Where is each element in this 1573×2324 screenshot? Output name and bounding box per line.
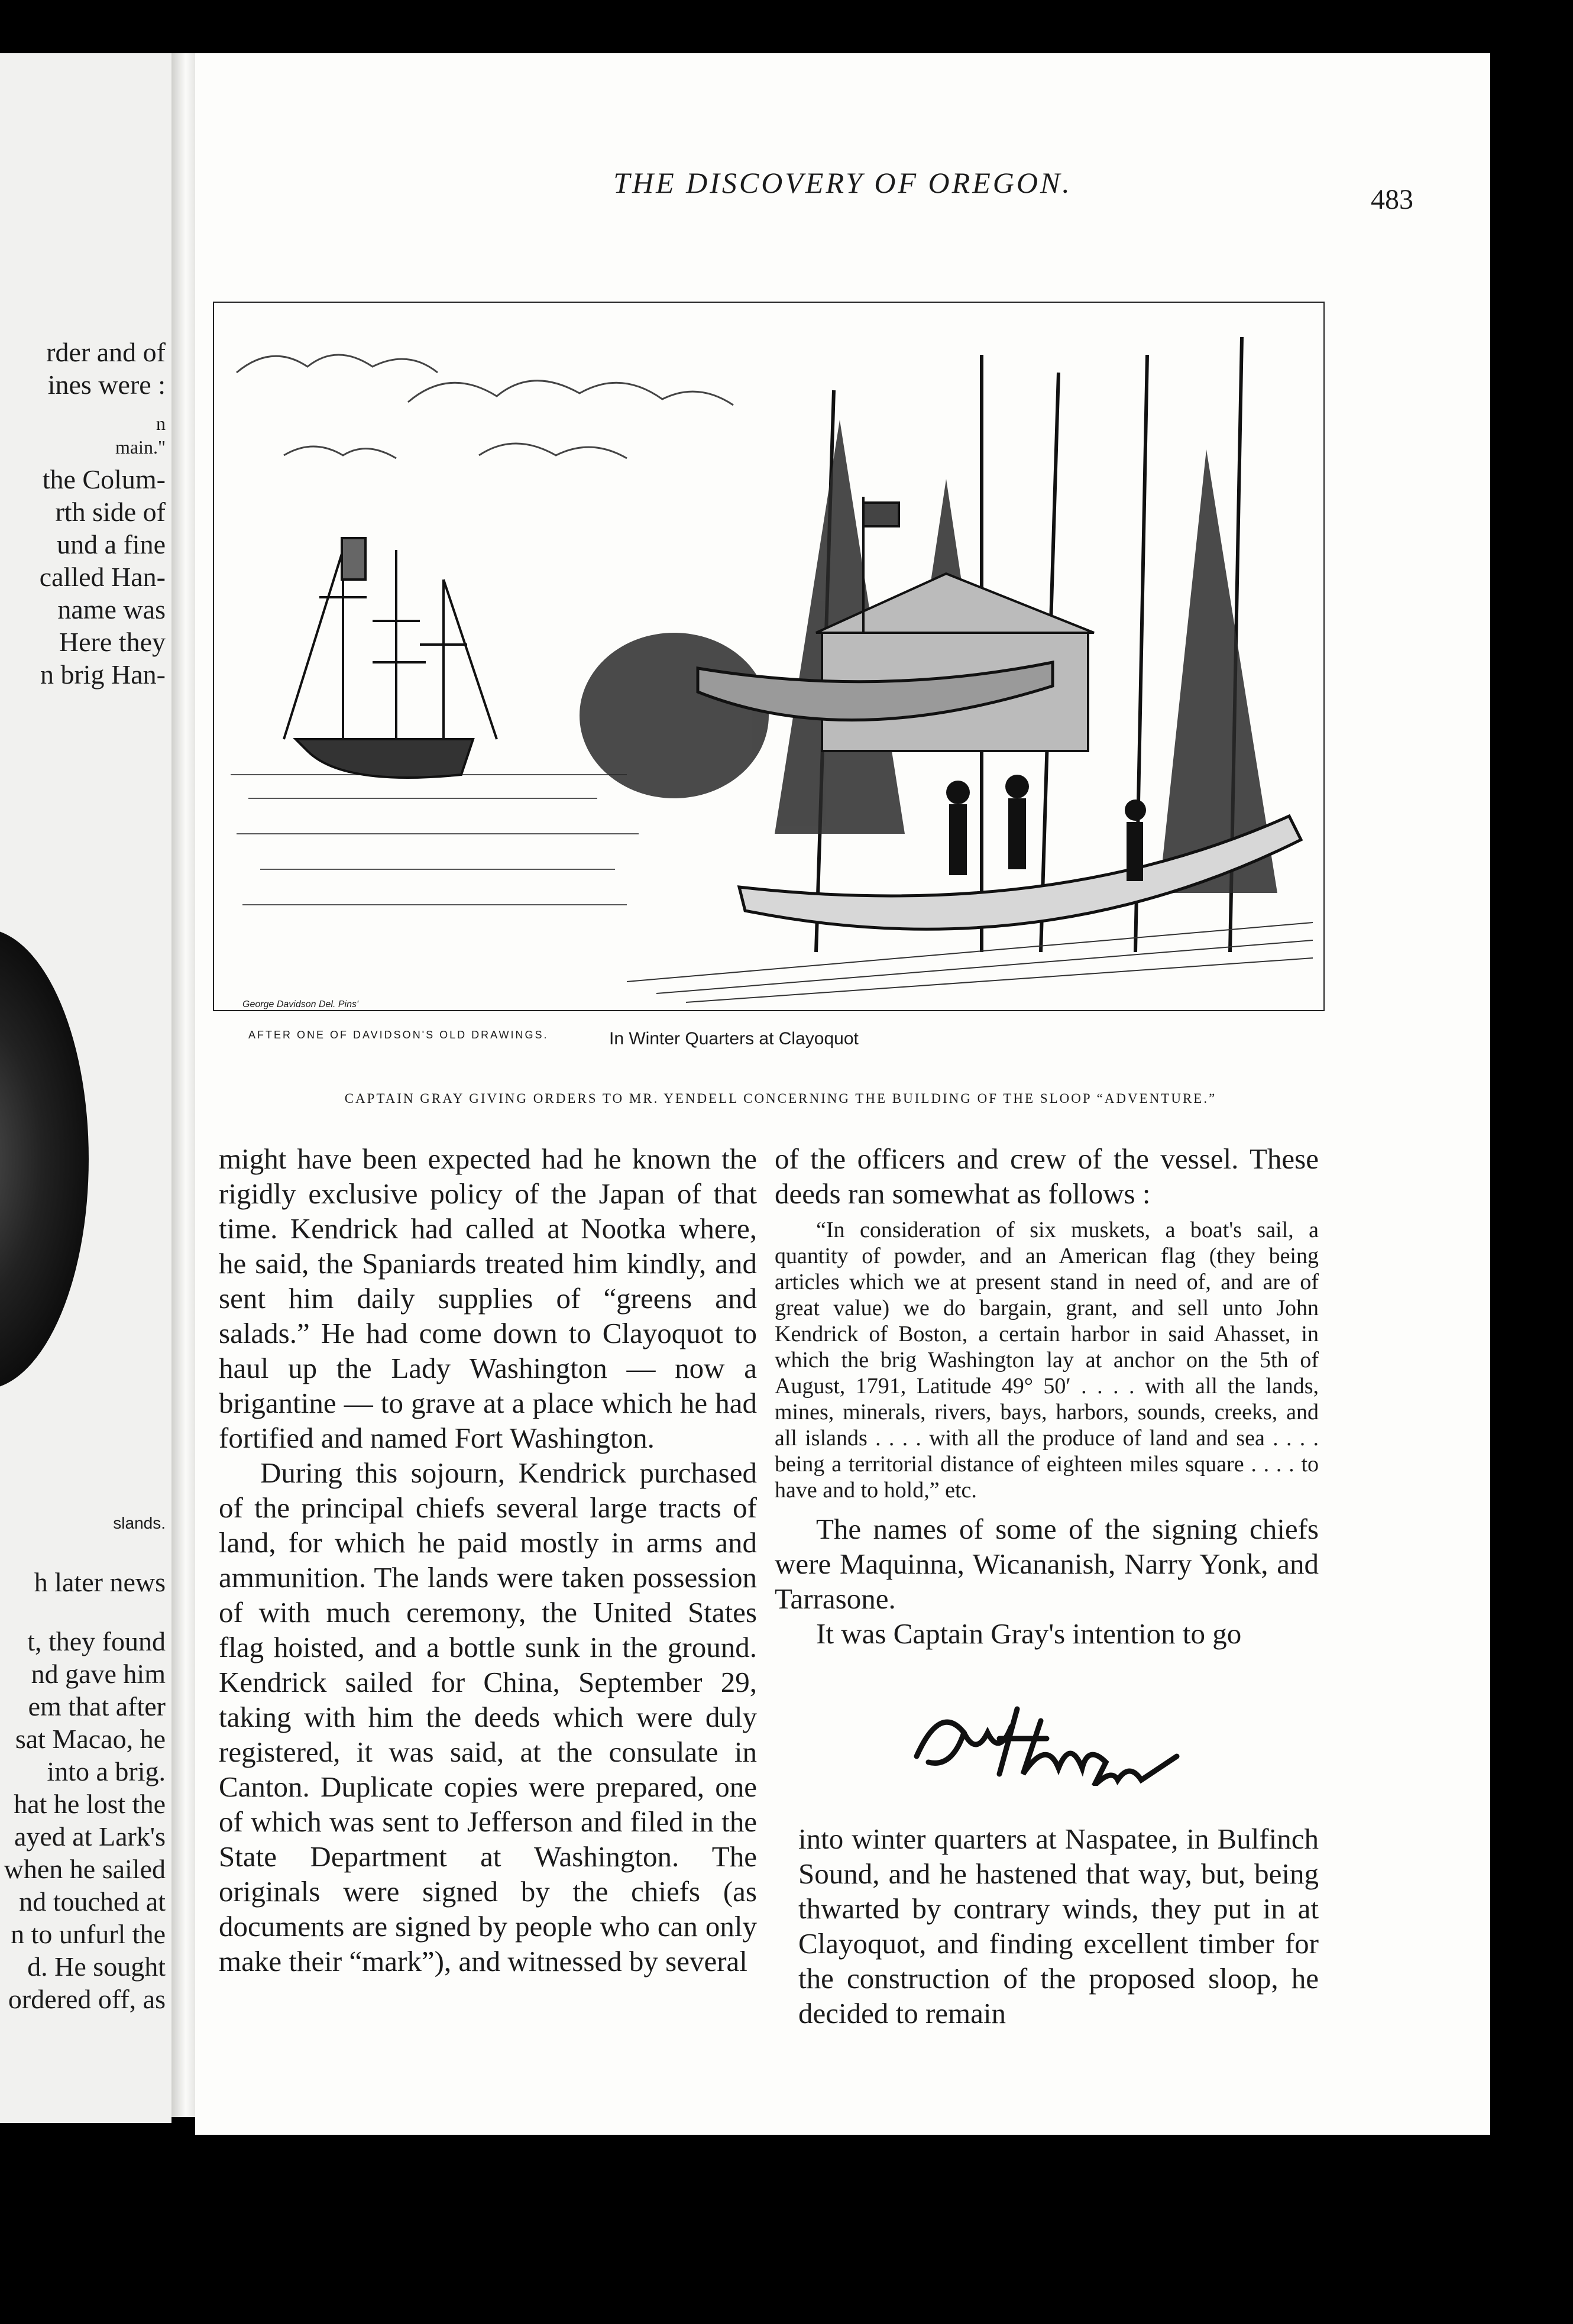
facing-line: em that after bbox=[28, 1691, 166, 1721]
plate-title: In Winter Quarters at Clayoquot bbox=[609, 1029, 859, 1048]
book-page bbox=[195, 53, 1490, 2135]
facing-line: und a fine bbox=[57, 529, 166, 559]
book-gutter bbox=[171, 53, 195, 2117]
facing-line: nd gave him bbox=[31, 1659, 166, 1689]
facing-line: name was bbox=[57, 594, 166, 624]
facing-line: Here they bbox=[59, 627, 166, 657]
paragraph: The names of some of the signing chiefs were Maquinna, Wicananish, Narry Yonk, and Tarrasone. bbox=[775, 1513, 1319, 1615]
deed-quotation: “In consideration of six muskets, a boat's sail, a quantity of powder, and an American flag (they being articles which we at present stand in need of, and are of great value) we do bargain, grant, and sell unto John Kendrick of Boston, a certain harbor in said Ahasset, in which the brig Washington lay at anchor on the 5th of August, 1791, Latitude 49° 50′ . . . . with all the lands, mines, minerals, rivers, bays, harbors, sounds, creeks, and all islands . . . . with all the produce of land and sea . . . . being a territorial distance of eighteen miles square . . . . to have and to hold,” etc. bbox=[775, 1218, 1319, 1503]
facing-caption-fragment: slands. bbox=[113, 1514, 166, 1532]
text-column-left bbox=[219, 1141, 757, 1979]
paragraph: During this sojourn, Kendrick purchased of the principal chiefs several large tracts of land, for which he paid mostly in arms and ammunition. The lands were taken possession of with much ceremony, the United States flag hoisted, and a bottle sunk in the ground. Kendrick sailed for China, September 29, taking with him the deeds which were duly registered, it was said, at the consulate in Canton. Duplicate copies were prepared, one of which was sent to Jefferson and filed in the State Department at Washington. The originals were signed by the chiefs (as documents are signed by people who can only make their “mark”), and witnessed by several bbox=[219, 1456, 757, 1977]
facing-line: ordered off, as bbox=[8, 1984, 166, 2014]
facing-line: t, they found bbox=[27, 1626, 166, 1656]
facing-line: h later news bbox=[34, 1567, 166, 1597]
facing-oval-illustration bbox=[0, 928, 89, 1390]
facing-line: into a brig. bbox=[47, 1756, 166, 1786]
source-credit: AFTER ONE OF DAVIDSON'S OLD DRAWINGS. bbox=[248, 1029, 549, 1041]
artist-credit: George Davidson Del. Pins' bbox=[242, 999, 359, 1009]
facing-line: n bbox=[156, 413, 166, 434]
facing-line: ines were : bbox=[47, 370, 166, 400]
paragraph: It was Captain Gray's intention to go bbox=[816, 1617, 1242, 1650]
facing-line: hat he lost the bbox=[14, 1789, 166, 1819]
facing-page-fragment bbox=[0, 53, 171, 2123]
facing-line: n to unfurl the bbox=[11, 1919, 166, 1949]
winter-quarters-drawing bbox=[213, 302, 1325, 1011]
engraving-illustration bbox=[213, 302, 1325, 1011]
text-column-right-continued bbox=[798, 1821, 1319, 2031]
facing-line: n brig Han- bbox=[40, 659, 166, 690]
paragraph: into winter quarters at Naspatee, in Bulfinch Sound, and he hastened that way, but, being thwarted by contrary winds, they put in at Clayoquot, and finding excellent timber for the construction of the proposed sloop, he decided to remain bbox=[798, 1823, 1319, 2030]
running-head: THE DISCOVERY OF OREGON. bbox=[613, 166, 1072, 199]
text-column-right bbox=[775, 1141, 1319, 1651]
paragraph: might have been expected had he known the rigidly exclusive policy of the Japan of that time. Kendrick had called at Nootka where, he said, the Spaniards treated him kindly, and sent him daily supplies of “greens and salads.” He had come down to Clayoquot to haul up the Lady Washington — now a brigantine — to grave at a place which he had fortified and named Fort Washington. bbox=[219, 1142, 757, 1454]
facing-line: ayed at Lark's bbox=[14, 1821, 166, 1852]
facing-line: sat Macao, he bbox=[15, 1724, 166, 1754]
page-number: 483 bbox=[1371, 184, 1413, 215]
facing-line: when he sailed bbox=[4, 1854, 166, 1884]
facing-line: nd touched at bbox=[19, 1886, 166, 1917]
facing-line: rder and of bbox=[46, 337, 166, 367]
facing-line: rth side of bbox=[55, 497, 166, 527]
illustration-caption: CAPTAIN GRAY GIVING ORDERS TO MR. YENDELL CONCERNING THE BUILDING OF THE SLOOP “ADVENTURE.” bbox=[344, 1091, 1217, 1106]
facing-line: d. He sought bbox=[27, 1951, 166, 1982]
signature-script bbox=[899, 1697, 1224, 1786]
facing-line: the Colum- bbox=[42, 464, 166, 494]
facing-line: main." bbox=[115, 436, 166, 458]
hoskins-signature bbox=[899, 1697, 1224, 1786]
facing-line: called Han- bbox=[39, 562, 166, 592]
paragraph: of the officers and crew of the vessel. These deeds ran somewhat as follows : bbox=[775, 1142, 1319, 1210]
